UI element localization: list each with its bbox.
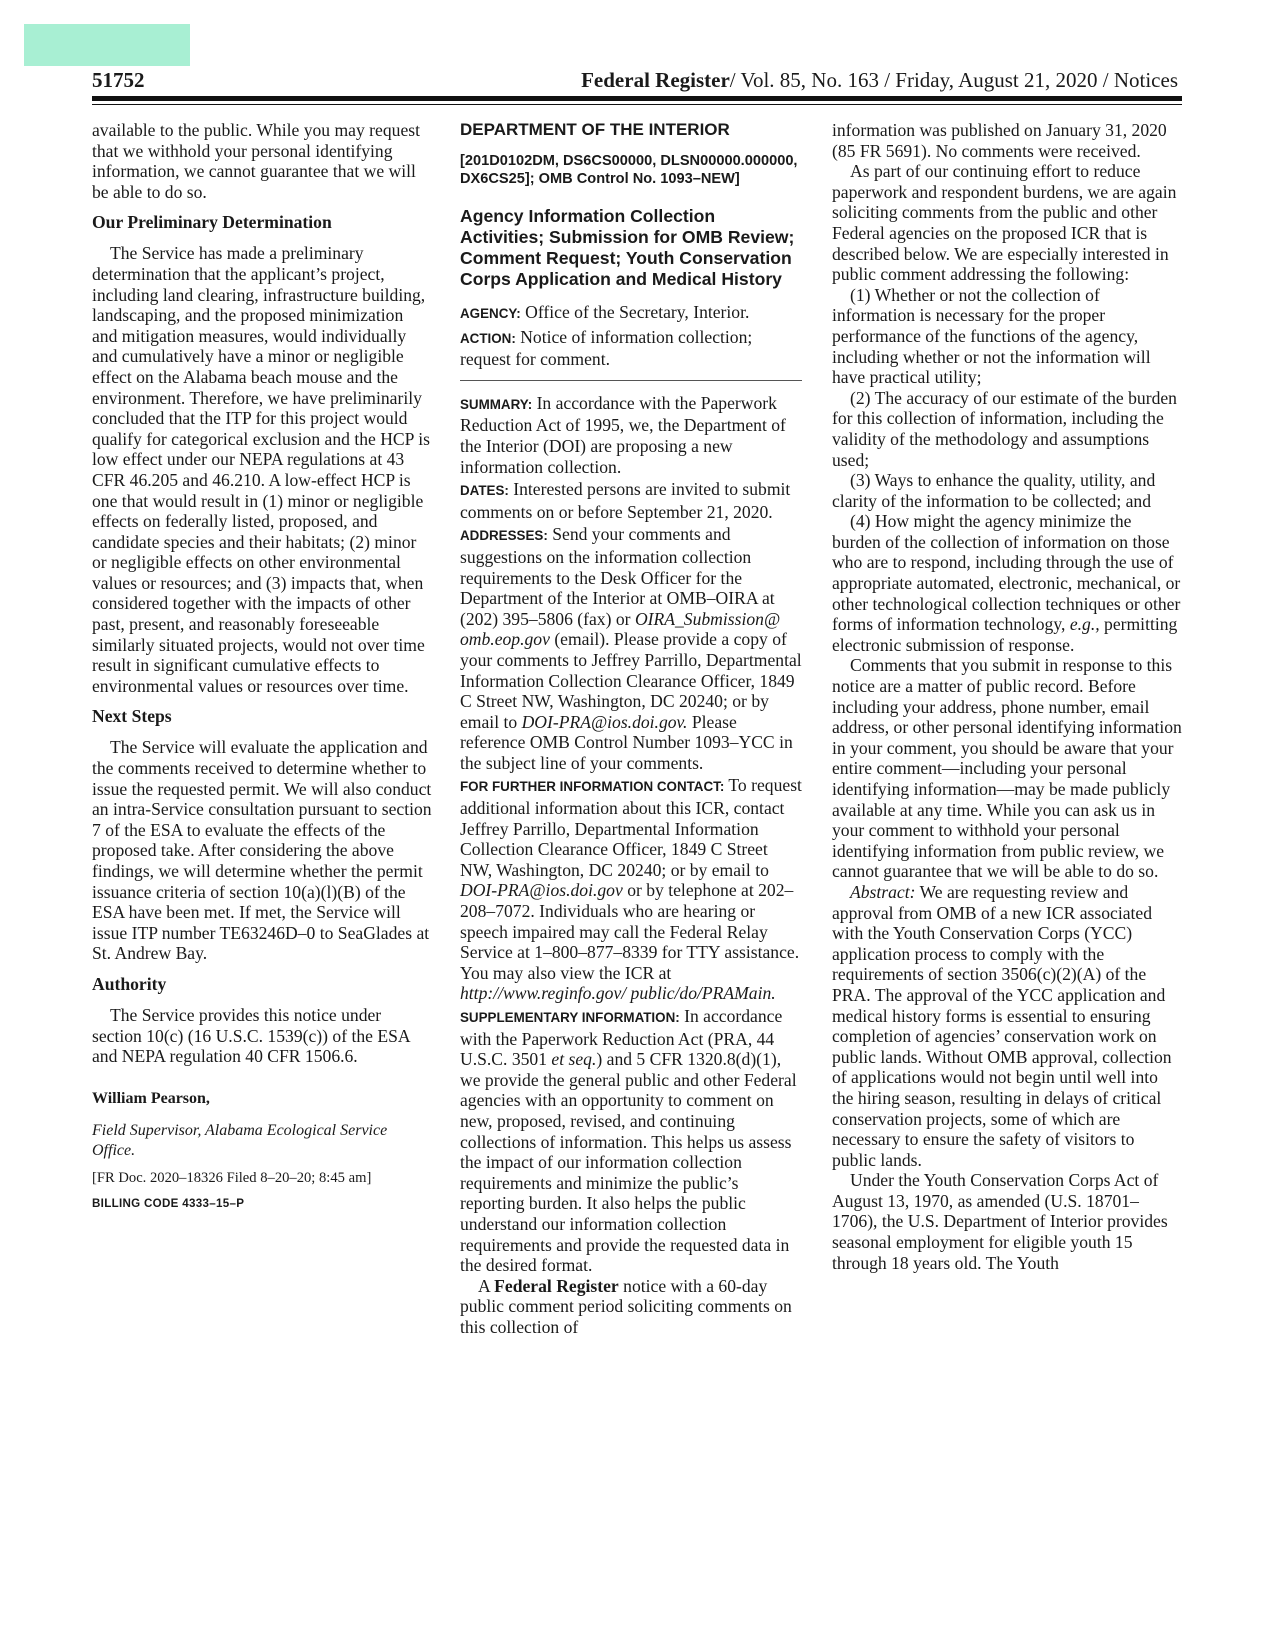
- action-label: ACTION:: [460, 330, 516, 346]
- page-number: 51752: [92, 68, 145, 92]
- column-right: [832, 120, 1182, 1273]
- reginfo-url-link[interactable]: http://www.reginfo.gov/ public/do/PRAMain.: [460, 983, 776, 1004]
- contact-label: FOR FURTHER INFORMATION CONTACT:: [460, 779, 725, 795]
- signatory-name: William Pearson,: [92, 1089, 210, 1107]
- signatory-title: Field Supervisor, Alabama Ecological Service Office.: [92, 1121, 388, 1159]
- supplementary-text-2: ) and 5 CFR 1320.8(d)(1), we provide the general public and other Federal agencies with an opportunity to comment on new, proposed, revised, and continuing collections of information. This helps us assess the impact of our information collection requirements and minimize the public’s reporting burden. It also helps the public understand our information collection requirements and provide the requested data in the desired format.: [460, 1049, 797, 1276]
- summary-paragraph: [460, 393, 802, 477]
- paragraph-next-steps: The Service will evaluate the application and the comments received to determine whether to issue the requested permit. We will also conduct an intra-Service consultation pursuant to section 7 of the ESA to evaluate the effects of the proposed take. After considering the above findings, we will determine whether the permit issuance criteria of section 10(a)(l)(B) of the ESA have been met. If met, the Service will issue ITP number TE63246D–0 to SeaGlades at St. Andrew Bay.: [92, 737, 432, 964]
- fr-text-1: A: [478, 1275, 490, 1296]
- column-left: [92, 120, 432, 1210]
- supplementary-paragraph: [460, 1006, 802, 1276]
- addresses-text-1: Send your comments and suggestions on the information collection requirements to the Desk Officer for the Department of the Interior at OMB–OIRA at (202) 395–5806 (fax) or: [460, 524, 775, 629]
- dates-text: Interested persons are invited to submit comments on or before September 21, 2020.: [460, 479, 791, 522]
- paragraph-published: information was published on January 31, 2020 (85 FR 5691). No comments were received.: [832, 120, 1167, 161]
- omb-email-link[interactable]: OIRA_Submission@ omb.eop.gov: [460, 608, 781, 650]
- page-header: [92, 62, 1180, 100]
- contact-text-1: To request additional information about this ICR, contact Jeffrey Parrillo, Departmental Information Collection Clearance Officer, 1849 C Street NW, Washington, DC 20240; or by email to: [460, 775, 802, 880]
- paragraph-authority: The Service provides this notice under section 10(c) (16 U.S.C. 1539(c)) of the ESA and NEPA regulation 40 CFR 1506.6.: [92, 1004, 410, 1067]
- corner-tab-marker: [24, 24, 190, 66]
- dates-label: DATES:: [460, 483, 509, 499]
- list-item-1: (1) Whether or not the collection of information is necessary for the proper performance of the functions of the agency, including whether or not the information will have practical utility;: [832, 284, 1151, 388]
- heading-next-steps: Next Steps: [92, 706, 172, 727]
- agency-label: AGENCY:: [460, 306, 521, 321]
- summary-text: In accordance with the Paperwork Reduction Act of 1995, we, the Department of the Interior (DOI) are proposing a new information collection.: [460, 392, 786, 477]
- paragraph-continued: available to the public. While you may request that we withhold your personal identifying information, we cannot guarantee that we will be able to do so.: [92, 120, 420, 202]
- abstract-text: We are requesting review and approval from OMB of a new ICR associated with the Youth Conservation Corps (YCC) application process to comply with the requirements of section 3506(c)(2)(A) of the PRA. The approval of the YCC application and medical history forms is essential to ensuring completion of agencies’ conservation work on public lands. Without OMB approval, collection of applications would not begin until well into the hiring season, resulting in delays of critical conservation projects, some of which are necessary to ensure the safety of visitors to public lands.: [832, 881, 1172, 1170]
- notice-title: Agency Information Collection Activities; Submission for OMB Review; Comment Request; Youth Conservation Corps Application and Medical History: [460, 206, 795, 289]
- action-line: [460, 327, 802, 370]
- contact-text-2: or by telephone at 202–208–7072. Individuals who are hearing or speech impaired may call the Federal Relay Service at 1–800–877–8339 for TTY assistance. You may also view the ICR at: [460, 880, 800, 983]
- addresses-text-3: Please reference OMB Control Number 1093–YCC in the subject line of your comments.: [460, 711, 793, 773]
- heading-preliminary-determination: Our Preliminary Determination: [92, 212, 332, 233]
- fr-text-2: notice with a 60-day public comment period soliciting comments on this collection of: [460, 1275, 792, 1337]
- contact-paragraph: [460, 775, 802, 1004]
- doi-pra-email-link[interactable]: DOI-PRA@ios.doi.gov.: [521, 711, 688, 732]
- addresses-paragraph: [460, 524, 802, 773]
- list-item-2: (2) The accuracy of our estimate of the burden for this collection of information, including the validity of the methodology and assumptions used;: [832, 387, 1177, 470]
- list-item-3: (3) Ways to enhance the quality, utility, and clarity of the information to be collected; and: [832, 470, 1156, 511]
- federal-register-bold: Federal Register: [494, 1275, 619, 1296]
- paragraph-preliminary-determination: The Service has made a preliminary determination that the applicant’s project, including land clearing, infrastructure building, landscaping, and the proposed minimization and mitigation measures, would individually and cumulatively have a minor or negligible effect on the Alabama beach mouse and the environment. Therefore, we have preliminarily concluded that the ITP for this project would qualify for categorical exclusion and the HCP is low effect under our NEPA regulations at 43 CFR 46.205 and 46.210. A low-effect HCP is one that would result in (1) minor or negligible effects on federally listed, proposed, and candidate species and their habitats; (2) minor or negligible effects on other environmental values or resources; and (3) impacts that, when considered together with the impacts of other past, present, and reasonably foreseeable similarly situated projects, would not over time result in significant cumulative effects to environmental values or resources over time.: [92, 243, 430, 696]
- addresses-label: ADDRESSES:: [460, 528, 548, 544]
- column-middle: [460, 120, 802, 1338]
- supplementary-label: SUPPLEMENTARY INFORMATION:: [460, 1010, 680, 1025]
- summary-label: SUMMARY:: [460, 396, 533, 412]
- heading-authority: Authority: [92, 973, 167, 994]
- paragraph-continuing-effort: As part of our continuing effort to reduce paperwork and respondent burdens, we are again soliciting comments from the public and other Federal agencies on the proposed ICR that is described below. We are especially interested in public comment addressing the following:: [832, 161, 1177, 285]
- billing-code: BILLING CODE 4333–15–P: [92, 1196, 245, 1210]
- agency-heading: DEPARTMENT OF THE INTERIOR: [460, 120, 730, 139]
- docket-number: [201D0102DM, DS6CS00000, DLSN00000.000000, DX6CS25]; OMB Control No. 1093–NEW]: [460, 153, 798, 187]
- paragraph-comments: Comments that you submit in response to this notice are a matter of public record. Before including your address, phone number, email address, or other personal identifying information in your comment, you should be aware that your entire comment—including your personal identifying information—may be made publicly available at any time. While you can ask us in your comment to withhold your personal identifying information from public review, we cannot guarantee that we will be able to do so.: [832, 655, 1182, 882]
- agency-line: [460, 302, 802, 325]
- contact-email-link[interactable]: DOI-PRA@ios.doi.gov: [460, 880, 623, 901]
- section-divider: [460, 380, 802, 381]
- header-rule-thick: [92, 96, 1182, 101]
- action-text: Notice of information collection; request for comment.: [460, 326, 753, 370]
- item4-text-1: (4) How might the agency minimize the burden of the collection of information on those who are to respond, including through the use of appropriate automated, electronic, mechanical, or other technological collection techniques or other forms of information technology,: [832, 511, 1181, 635]
- supplementary-text-1: In accordance with the Paperwork Reduction Act (PRA, 44 U.S.C. 3501: [460, 1006, 783, 1070]
- issue-info: / Vol. 85, No. 163 / Friday, August 21, 2020 / Notices: [729, 68, 1178, 92]
- item4-eg: e.g.,: [1069, 614, 1100, 635]
- list-item-4: [832, 511, 1182, 655]
- agency-text: Office of the Secretary, Interior.: [525, 302, 750, 322]
- fr-doc-line: [FR Doc. 2020–18326 Filed 8–20–20; 8:45 am]: [92, 1169, 372, 1186]
- masthead: [581, 68, 1178, 93]
- publication-name: Federal Register: [581, 68, 730, 92]
- dates-paragraph: [460, 479, 802, 522]
- item4-text-2: permitting electronic submission of response.: [832, 614, 1178, 655]
- abstract-label: Abstract:: [850, 881, 916, 902]
- addresses-text-2: (email). Please provide a copy of your comments to Jeffrey Parrillo, Departmental Information Collection Clearance Officer, 1849 C Street NW, Washington, DC 20240; or by email to: [460, 629, 802, 732]
- header-rule-thin: [92, 104, 1182, 105]
- fr-notice-paragraph: [460, 1276, 802, 1338]
- et-seq: et seq.: [551, 1049, 597, 1070]
- paragraph-ycc-act: Under the Youth Conservation Corps Act of August 13, 1970, as amended (U.S. 18701–1706), the U.S. Department of Interior provides seasonal employment for eligible youth 15 through 18 years old. The Youth: [832, 1170, 1168, 1273]
- paragraph-abstract: [832, 882, 1182, 1170]
